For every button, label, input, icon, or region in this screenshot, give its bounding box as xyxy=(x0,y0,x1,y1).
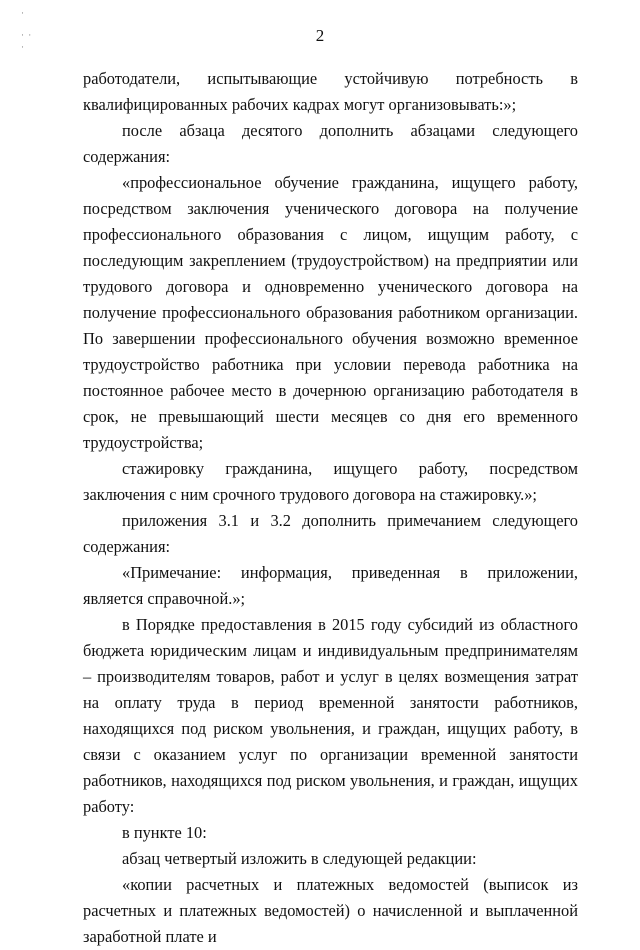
document-body xyxy=(83,66,578,950)
paragraph: приложения 3.1 и 3.2 дополнить примечанием следующего содержания: xyxy=(83,511,578,556)
paragraph: работодатели, испытывающие устойчивую потребность в квалифицированных рабочих кадрах могут организовывать:»; xyxy=(83,69,578,114)
paragraph: «профессиональное обучение гражданина, ищущего работу, посредством заключения ученического договора на получение профессионального образования с лицом, ищущим работу, с последующим закреплением (трудоустройством) на предприятии или трудового договора и одновременно ученического договора на получение профессионального образования работником организации. По завершении профессионального обучения возможно временное трудоустройство работника при условии перевода работника на постоянное рабочее место в дочернюю организацию работодателя в срок, не превышающий шести месяцев со дня его временного трудоустройства; xyxy=(83,173,578,452)
page-number: 2 xyxy=(315,26,325,45)
paragraph: абзац четвертый изложить в следующей редакции: xyxy=(122,849,477,868)
paragraph: «Примечание: информация, приведенная в приложении, является справочной.»; xyxy=(83,563,578,608)
scan-mark: · xyxy=(21,42,25,52)
paragraph: в Порядке предоставления в 2015 году субсидий из областного бюджета юридическим лицам и индивидуальным предпринимателям – производителям товаров, работ и услуг в целях возмещения затрат на оплату труда в период временной занятости работников, находящихся под риском увольнения, и граждан, ищущих работу, в связи с оказанием услуг по организации временной занятости работников, находящихся под риском увольнения, и граждан, ищущих работу: xyxy=(83,615,578,816)
paragraph: «копии расчетных и платежных ведомостей (выписок из расчетных и платежных ведомостей) о начисленной и выплаченной заработной плате и xyxy=(83,875,578,946)
paragraph: после абзаца десятого дополнить абзацами следующего содержания: xyxy=(83,121,578,166)
paragraph: в пункте 10: xyxy=(122,823,207,842)
paragraph: стажировку гражданина, ищущего работу, посредством заключения с ним срочного трудового договора на стажировку.»; xyxy=(83,459,578,504)
scan-mark: · · xyxy=(21,30,33,40)
scan-mark: · xyxy=(21,8,25,18)
